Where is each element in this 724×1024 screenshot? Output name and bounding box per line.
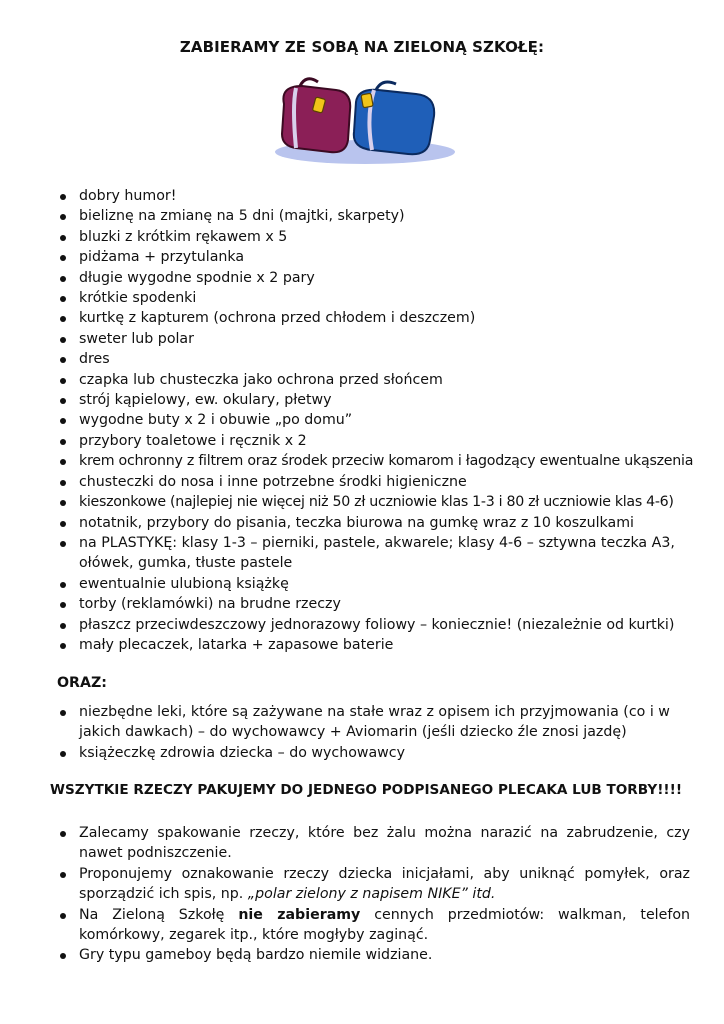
list-item: dres	[57, 349, 697, 369]
tip-text: Proponujemy oznakowanie rzeczy dziecka inicjałami, aby uniknąć pomyłek, oraz sporządzić ich spis, np.	[79, 865, 690, 903]
list-item: krótkie spodenki	[57, 288, 697, 308]
list-item: chusteczki do nosa i inne potrzebne środki higieniczne	[57, 472, 697, 492]
list-item: płaszcz przeciwdeszczowy jednorazowy foliowy – koniecznie! (niezależnie od kurtki)	[57, 615, 697, 635]
tip-item: Zalecamy spakowanie rzeczy, które bez żalu można narazić na zabrudzenie, czy nawet podniszczenie.	[57, 823, 690, 864]
list-item: bieliznę na zmianę na 5 dni (majtki, skarpety)	[57, 206, 697, 226]
suitcases-icon	[270, 76, 456, 168]
list-item: długie wygodne spodnie x 2 pary	[57, 268, 697, 288]
tip-text: cennych przedmiotów: walkman, telefon komórkowy, zegarek itp., które mogłyby zaginąć.	[79, 906, 691, 944]
tip-item	[57, 905, 690, 946]
list-item: mały plecaczek, latarka + zapasowe baterie	[57, 635, 697, 655]
list-item: dobry humor!	[57, 186, 697, 206]
packing-list	[57, 186, 697, 655]
tip-item: Gry typu gameboy będą bardzo niemile widziane.	[57, 945, 690, 965]
list-item: sweter lub polar	[57, 329, 697, 349]
tip-text: Na Zieloną Szkołę	[79, 906, 239, 923]
tip-example: „polar zielony z napisem NIKE” itd.	[247, 886, 496, 903]
list-item: torby (reklamówki) na brudne rzeczy	[57, 594, 697, 614]
list-item: bluzki z krótkim rękawem x 5	[57, 227, 697, 247]
packing-warning: WSZYTKIE RZECZY PAKUJEMY DO JEDNEGO PODPISANEGO PLECAKA LUB TORBY!!!!	[50, 782, 683, 798]
list-item: kurtkę z kapturem (ochrona przed chłodem i deszczem)	[57, 308, 697, 328]
list-item: notatnik, przybory do pisania, teczka biurowa na gumkę wraz z 10 koszulkami	[57, 513, 697, 533]
oraz-list	[57, 702, 687, 763]
list-item: na PLASTYKĘ: klasy 1-3 – pierniki, pastele, akwarele; klasy 4-6 – sztywna teczka A3, ołówek, gumka, tłuste pastele	[57, 533, 697, 574]
list-item: kieszonkowe (najlepiej nie więcej niż 50 zł uczniowie klas 1-3 i 80 zł uczniowie klas 4-6)	[57, 492, 697, 512]
list-item: czapka lub chusteczka jako ochrona przed słońcem	[57, 370, 697, 390]
oraz-heading: ORAZ:	[57, 675, 107, 691]
list-item: niezbędne leki, które są zażywane na stałe wraz z opisem ich przyjmowania (co i w jakich dawkach) – do wychowawcy + Aviomarin (jeśli dziecko źle znosi jazdę)	[57, 702, 687, 743]
list-item: strój kąpielowy, ew. okulary, płetwy	[57, 390, 697, 410]
list-item: krem ochronny z filtrem oraz środek przeciw komarom i łagodzący ewentualne ukąszenia	[57, 451, 697, 471]
tip-emphasis: nie zabieramy	[238, 906, 361, 923]
list-item: ewentualnie ulubioną książkę	[57, 574, 697, 594]
list-item: książeczkę zdrowia dziecka – do wychowawcy	[57, 743, 687, 763]
list-item: przybory toaletowe i ręcznik x 2	[57, 431, 697, 451]
page-title: ZABIERAMY ZE SOBĄ NA ZIELONĄ SZKOŁĘ:	[179, 38, 545, 56]
list-item: pidżama + przytulanka	[57, 247, 697, 267]
tip-item	[57, 864, 690, 905]
list-item: wygodne buty x 2 i obuwie „po domu”	[57, 410, 697, 430]
tips-list	[57, 823, 690, 966]
